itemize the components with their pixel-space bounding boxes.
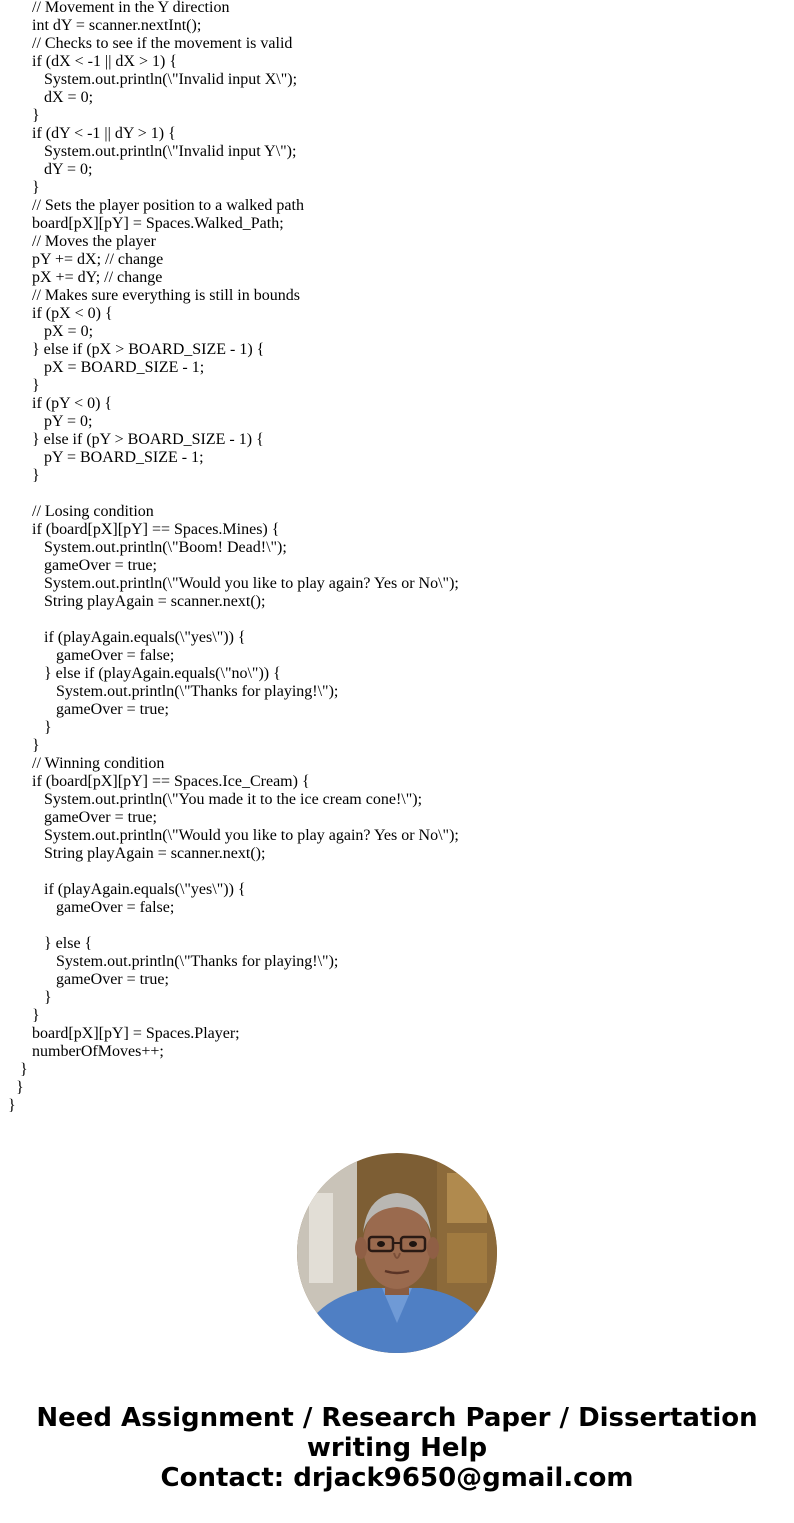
code-line: pY += dX; // change <box>8 251 164 268</box>
code-line: System.out.println(\"Would you like to play again? Yes or No\"); <box>8 575 459 592</box>
code-line: pY = BOARD_SIZE - 1; <box>8 449 204 466</box>
promo-subheadline: writing Help <box>306 1433 488 1463</box>
author-portrait-icon <box>297 1153 497 1353</box>
code-line: System.out.println(\"Invalid input Y\"); <box>8 143 297 160</box>
code-line: board[pX][pY] = Spaces.Walked_Path; <box>8 215 284 232</box>
code-line: String playAgain = scanner.next(); <box>8 593 266 610</box>
promo-headline: Need Assignment / Research Paper / Dissertation <box>36 1403 758 1433</box>
code-line <box>8 863 459 881</box>
code-line: } <box>8 179 40 196</box>
author-photo <box>297 1153 497 1353</box>
code-line: if (dY < -1 || dY > 1) { <box>8 125 176 142</box>
code-line: } <box>8 377 40 394</box>
code-line: } else if (playAgain.equals(\"no\")) { <box>8 665 281 682</box>
code-line: } <box>8 737 40 754</box>
code-line: dY = 0; <box>8 161 93 178</box>
code-line: System.out.println(\"Would you like to play again? Yes or No\"); <box>8 827 459 844</box>
code-line: // Winning condition <box>8 755 165 772</box>
code-line: dX = 0; <box>8 89 94 106</box>
code-line: } <box>8 719 52 736</box>
code-line: gameOver = true; <box>8 701 169 718</box>
code-line: // Losing condition <box>8 503 154 520</box>
code-line <box>8 611 459 629</box>
code-line: } <box>8 1007 40 1024</box>
code-line: System.out.println(\"Thanks for playing!\"); <box>8 953 339 970</box>
code-line: if (board[pX][pY] == Spaces.Ice_Cream) { <box>8 773 310 790</box>
code-line: gameOver = true; <box>8 809 157 826</box>
code-line: gameOver = true; <box>8 971 169 988</box>
code-line: } <box>8 1061 28 1078</box>
code-line: } <box>8 989 52 1006</box>
code-line: if (pX < 0) { <box>8 305 113 322</box>
code-line: } else { <box>8 935 93 952</box>
code-line: // Moves the player <box>8 233 156 250</box>
code-line: } <box>8 467 40 484</box>
code-line: if (playAgain.equals(\"yes\")) { <box>8 881 246 898</box>
code-line: } else if (pY > BOARD_SIZE - 1) { <box>8 431 264 448</box>
code-line: // Makes sure everything is still in bounds <box>8 287 300 304</box>
code-line: pX = 0; <box>8 323 94 340</box>
code-line: gameOver = false; <box>8 899 175 916</box>
code-listing <box>8 0 459 1115</box>
code-line: if (board[pX][pY] == Spaces.Mines) { <box>8 521 280 538</box>
code-line: pX = BOARD_SIZE - 1; <box>8 359 205 376</box>
code-line: // Sets the player position to a walked path <box>8 197 304 214</box>
code-line: System.out.println(\"Boom! Dead!\"); <box>8 539 287 556</box>
code-line: numberOfMoves++; <box>8 1043 164 1060</box>
code-line: } else if (pX > BOARD_SIZE - 1) { <box>8 341 265 358</box>
code-line: System.out.println(\"You made it to the ice cream cone!\"); <box>8 791 423 808</box>
code-line: System.out.println(\"Thanks for playing!\"); <box>8 683 339 700</box>
promo-banner <box>0 1403 794 1493</box>
code-line: int dY = scanner.nextInt(); <box>8 17 202 34</box>
code-line <box>8 485 459 503</box>
code-line: } <box>8 1079 24 1096</box>
code-line: // Checks to see if the movement is valid <box>8 35 293 52</box>
code-line <box>8 917 459 935</box>
code-line: gameOver = false; <box>8 647 175 664</box>
code-line: } <box>8 107 40 124</box>
code-line: gameOver = true; <box>8 557 157 574</box>
code-line: } <box>8 1097 16 1114</box>
code-line: pX += dY; // change <box>8 269 163 286</box>
promo-contact: Contact: drjack9650@gmail.com <box>160 1463 634 1493</box>
code-line: System.out.println(\"Invalid input X\"); <box>8 71 298 88</box>
code-line: // Movement in the Y direction <box>8 0 230 16</box>
code-line: if (dX < -1 || dX > 1) { <box>8 53 177 70</box>
code-line: if (playAgain.equals(\"yes\")) { <box>8 629 246 646</box>
code-line: pY = 0; <box>8 413 93 430</box>
code-line: String playAgain = scanner.next(); <box>8 845 266 862</box>
code-line: if (pY < 0) { <box>8 395 113 412</box>
code-line: board[pX][pY] = Spaces.Player; <box>8 1025 240 1042</box>
